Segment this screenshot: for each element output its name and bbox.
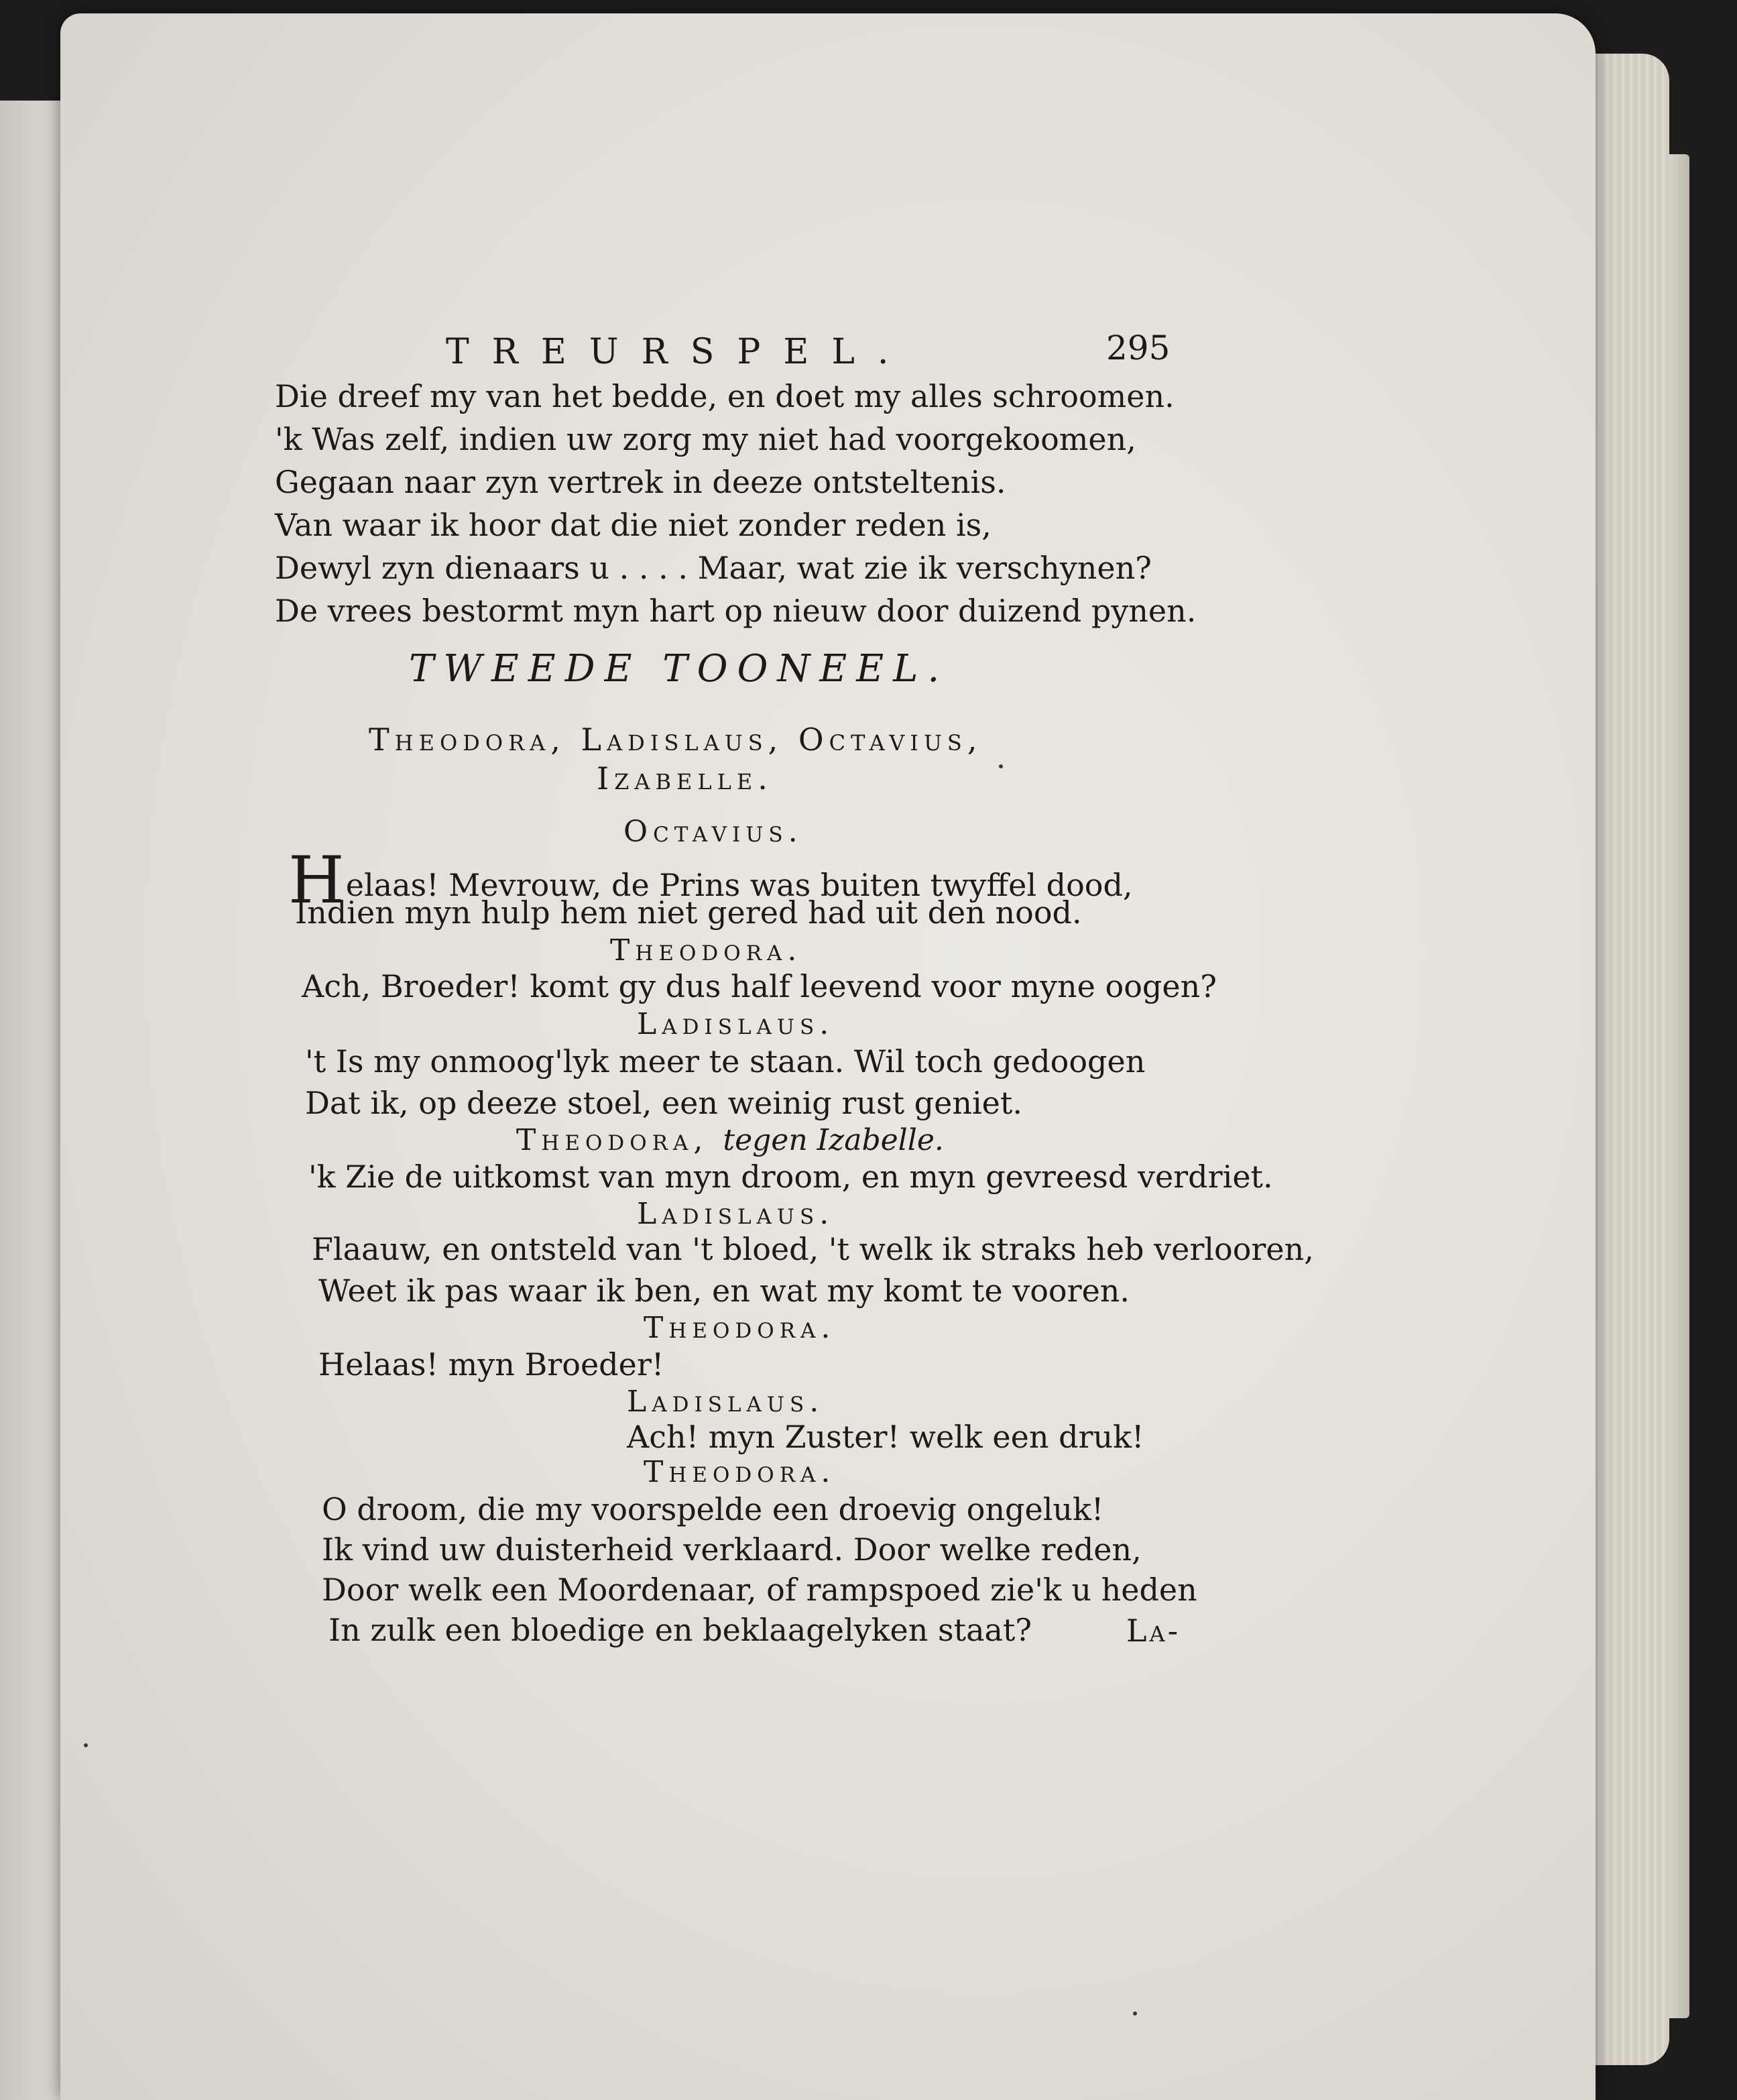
page-number: 295 [1106, 329, 1171, 367]
verse-line: Dat ik, op deeze stoel, een weinig rust geniet. [305, 1085, 1023, 1121]
stage-direction: tegen Izabelle. [723, 1123, 944, 1157]
verse-line: 'k Zie de uitkomst van myn droom, en myn gevreesd verdriet. [308, 1159, 1273, 1195]
speaker-name: Ladislaus. [637, 1197, 835, 1231]
speaker-name: Theodora. [644, 1455, 836, 1489]
verse-line: Indien myn hulp hem niet gered had uit den nood. [295, 894, 1082, 931]
verse-line: Flaauw, en ontsteld van 't bloed, 't welk ik straks heb verlooren, [312, 1231, 1314, 1267]
drop-cap: H [288, 843, 345, 918]
verse-line: In zulk een bloedige en beklaagelyken staat? [328, 1612, 1032, 1648]
verse-line: Die dreef my van het bedde, en doet my alles schroomen. [275, 378, 1175, 414]
verse-line: O droom, die my voorspelde een droevig ongeluk! [322, 1491, 1104, 1527]
speaker-name: Theodora. [644, 1311, 836, 1345]
speaker-name: Theodora. [610, 933, 802, 968]
cast-list: Izabelle. [597, 760, 773, 797]
verse-line: Van waar ik hoor dat die niet zonder reden is, [275, 507, 992, 543]
verse-line: De vrees bestormt myn hart op nieuw door duizend pynen. [275, 593, 1197, 629]
paper-speck [1133, 2011, 1137, 2016]
speaker-label: Theodora, [516, 1123, 709, 1157]
verse-line: 'k Was zelf, indien uw zorg my niet had voorgekoomen, [275, 421, 1136, 457]
verse-line: Ik vind uw duisterheid verklaard. Door welke reden, [322, 1531, 1142, 1568]
speaker-name: Ladislaus. [627, 1385, 825, 1419]
verse-line: Weet ik pas waar ik ben, en wat my komt te vooren. [318, 1273, 1130, 1309]
speaker-name: Octavius. [623, 815, 803, 849]
scene-title: TWEEDE TOONEEL. [409, 647, 949, 691]
verse-line: Ach, Broeder! komt gy dus half leevend voor myne oogen? [302, 968, 1217, 1004]
running-title: TREURSPEL. [446, 332, 912, 372]
verse-text: elaas! Mevrouw, de Prins was buiten twyffel dood, [345, 867, 1133, 903]
verse-line: Door welk een Moordenaar, of rampspoed zie'k u heden [322, 1572, 1197, 1608]
book-page [60, 13, 1596, 2100]
catchword: La- [1126, 1613, 1181, 1649]
paper-speck [84, 1743, 88, 1747]
verse-line: Ach! myn Zuster! welk een druk! [627, 1419, 1144, 1455]
verse-line: 't Is my onmoog'lyk meer te staan. Wil toch gedoogen [305, 1043, 1146, 1080]
cast-list: Theodora, Ladislaus, Octavius, [369, 721, 983, 758]
speaker-name: Ladislaus. [637, 1007, 835, 1041]
verse-line: Gegaan naar zyn vertrek in deeze ontsteltenis. [275, 464, 1006, 500]
paper-speck [999, 764, 1003, 768]
verse-line: Dewyl zyn dienaars u . . . . Maar, wat zie ik verschynen? [275, 550, 1152, 586]
verse-line: Helaas! myn Broeder! [318, 1346, 664, 1383]
speaker-name [516, 1123, 944, 1157]
